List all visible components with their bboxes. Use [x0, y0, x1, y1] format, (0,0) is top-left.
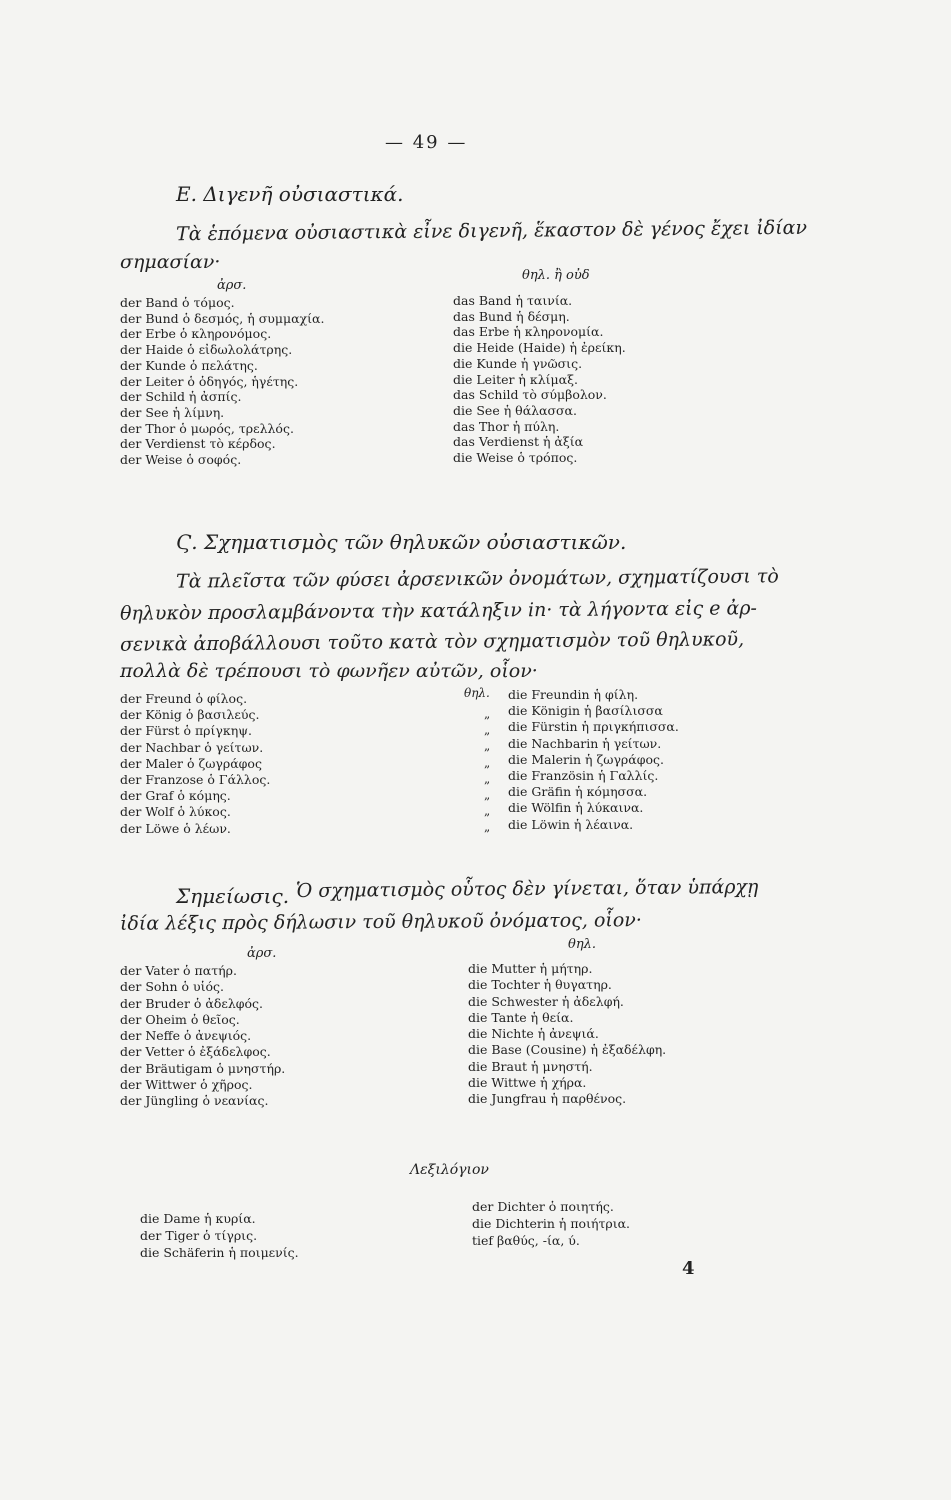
section-e-right-head: θηλ. ἢ οὐδ	[522, 268, 590, 283]
list-item: die Wittwe ἡ χήρα.	[468, 1075, 587, 1091]
list-item: die Leiter ἡ κλίμαξ.	[453, 371, 578, 387]
section-e-intro-line2: σημασίαν·	[120, 251, 221, 273]
section-e-left-head: ἀρσ.	[217, 278, 247, 293]
list-item: das Erbe ἡ κληρονομία.	[453, 324, 604, 340]
ditto-mark: „	[484, 739, 491, 754]
list-item: das Verdienst ἡ ἀξία	[453, 434, 584, 450]
list-item: die Braut ἡ μνηστή.	[468, 1058, 593, 1074]
list-item: der Leiter ὁ ὁδηγός, ἡγέτης.	[120, 373, 299, 389]
note-right-head: θηλ.	[568, 937, 596, 952]
section-st-title: Ϛ. Σχηματισμὸς τῶν θηλυκῶν οὐσιαστικῶν.	[176, 530, 627, 554]
list-item: der Franzose ὁ Γάλλος.	[120, 772, 271, 788]
section-st-left-list	[120, 691, 270, 837]
list-item: die Freundin ἡ φίλη.	[508, 687, 639, 702]
list-item: die Königin ἡ βασίλισσα	[508, 703, 663, 719]
list-item: die Weise ὁ τρόπος.	[453, 450, 578, 466]
list-item: das Band ἡ ταινία.	[453, 293, 573, 308]
list-item: der Vater ὁ πατήρ.	[120, 963, 237, 978]
list-item: der Jüngling ὁ νεανίας.	[120, 1093, 269, 1109]
section-st-para-line2: θηλυκὸν προσλαμβάνοντα τὴν κατάληξιν in· τὰ λήγοντα εἰς e ἀρ-	[119, 597, 758, 625]
list-item: die Jungfrau ἡ παρθένος.	[468, 1091, 627, 1107]
list-item: der Nachbar ὁ γείτων.	[120, 739, 264, 755]
note-left-head: ἀρσ.	[247, 946, 277, 961]
list-item: das Bund ἡ δέσμη.	[453, 308, 570, 324]
list-item: die Schwester ἡ ἀδελφή.	[468, 993, 624, 1009]
section-e-intro-line1: Τὰ ἑπόμενα οὐσιαστικὰ εἶνε διγενῆ, ἕκαστον δὲ γένος ἔχει ἰδίαν	[175, 216, 808, 246]
ditto-mark: „	[484, 820, 491, 835]
list-item: der Erbe ὁ κληρονόμος.	[120, 326, 272, 342]
section-st-right-list	[508, 687, 679, 833]
ditto-mark: „	[484, 755, 491, 770]
section-st-para-line4: πολλὰ δὲ τρέπουσι τὸ φωνῆεν αὐτῶν, οἷον·	[120, 660, 538, 682]
list-item: die Wölfin ἡ λύκαινα.	[508, 800, 644, 816]
list-item: der Dichter ὁ ποιητής.	[472, 1199, 614, 1214]
list-item: die Mutter ἡ μήτηρ.	[468, 961, 593, 976]
list-item: der See ἡ λίμνη.	[120, 404, 225, 420]
list-item: die Französin ἡ Γαλλίς.	[508, 768, 659, 784]
ditto-mark: „	[484, 804, 491, 819]
list-item: der Oheim ὁ θεῖος.	[120, 1011, 240, 1027]
list-item: der Schild ἡ ἀσπίς.	[120, 389, 242, 405]
list-item: der Bund ὁ δεσμός, ἡ συμμαχία.	[120, 310, 325, 326]
list-item: die Base (Cousine) ἡ ἐξαδέλφη.	[468, 1042, 667, 1058]
list-item: der Tiger ὁ τίγρις.	[140, 1228, 258, 1243]
ditto-mark: „	[484, 771, 491, 786]
list-item: die Gräfin ἡ κόμησσα.	[508, 784, 648, 800]
section-st-right-tag: θηλ.	[464, 686, 490, 700]
list-item: die Nichte ἡ ἀνεψιά.	[468, 1026, 599, 1042]
list-item: das Schild τὸ σύμβολον.	[453, 387, 607, 403]
ditto-mark: „	[484, 788, 491, 803]
note-right-list	[468, 961, 666, 1108]
list-item: tief βαθύς, -ία, ύ.	[472, 1233, 580, 1248]
list-item: die See ἡ θάλασσα.	[453, 402, 577, 418]
list-item: der Weise ὁ σοφός.	[120, 452, 242, 468]
list-item: der Bruder ὁ ἀδελφός.	[120, 995, 264, 1011]
list-item: die Dichterin ἡ ποιήτρια.	[472, 1216, 631, 1231]
list-item: die Dame ἡ κυρία.	[140, 1211, 256, 1226]
list-item: der Maler ὁ ζωγράφος	[120, 755, 262, 771]
list-item: die Tochter ἡ θυγατηρ.	[468, 977, 612, 993]
list-item: der Bräutigam ὁ μνηστήρ.	[120, 1060, 286, 1076]
list-item: die Heide (Haide) ἡ ἐρείκη.	[453, 340, 626, 356]
list-item: das Thor ἡ πύλη.	[453, 418, 560, 434]
signature-mark: 4	[682, 1258, 695, 1279]
list-item: der Kunde ὁ πελάτης.	[120, 357, 258, 373]
section-e-title: E. Διγενῆ οὐσιαστικά.	[176, 182, 404, 206]
list-item: der Löwe ὁ λέων.	[120, 820, 231, 836]
list-item: der Band ὁ τόμος.	[120, 295, 235, 310]
section-st-ditto-marks	[484, 706, 490, 836]
list-item: der Fürst ὁ πρίγκηψ.	[120, 723, 252, 739]
vocabulary-left-list	[140, 1210, 299, 1261]
list-item: die Löwin ἡ λέαινα.	[508, 816, 634, 832]
list-item: die Fürstin ἡ πριγκήπισσα.	[508, 719, 679, 735]
section-e-left-list	[120, 295, 324, 468]
list-item: der Sohn ὁ υἱός.	[120, 979, 225, 995]
section-st-para-line1: Τὰ πλεῖστα τῶν φύσει ἀρσενικῶν ὀνομάτων, σχηματίζουσι τὸ	[175, 565, 779, 593]
vocabulary-right-list	[472, 1198, 630, 1249]
note-line1: Ὁ σχηματισμὸς οὗτος δὲν γίνεται, ὅταν ὑπάρχῃ	[295, 875, 759, 903]
list-item: die Malerin ἡ ζωγράφος.	[508, 751, 664, 767]
note-left-list	[120, 963, 285, 1110]
vocabulary-title: Λεξιλόγιον	[410, 1162, 489, 1178]
list-item: der Verdienst τὸ κέρδος.	[120, 436, 276, 452]
list-item: die Schäferin ἡ ποιμενίς.	[140, 1245, 299, 1260]
section-st-para-line3: σενικὰ ἀποβάλλουσι τοῦτο κατὰ τὸν σχηματισμὸν τοῦ θηλυκοῦ,	[119, 628, 745, 656]
list-item: der Vetter ὁ ἐξάδελφος.	[120, 1044, 271, 1060]
list-item: der Graf ὁ κόμης.	[120, 788, 231, 804]
list-item: der Haide ὁ εἰδωλολάτρης.	[120, 342, 293, 358]
ditto-mark: „	[484, 723, 491, 738]
section-e-right-list	[453, 293, 626, 466]
list-item: die Nachbarin ἡ γείτων.	[508, 735, 662, 751]
list-item: der Wittwer ὁ χῆρος.	[120, 1077, 253, 1093]
list-item: der Neffe ὁ ἀνεψιός.	[120, 1028, 252, 1044]
list-item: die Kunde ἡ γνῶσις.	[453, 355, 583, 371]
ditto-mark: „	[484, 707, 491, 721]
list-item: der König ὁ βασιλεύς.	[120, 707, 260, 723]
note-label: Σημείωσις.	[176, 884, 290, 908]
list-item: der Thor ὁ μωρός, τρελλός.	[120, 420, 294, 436]
page-number: — 49 —	[385, 132, 468, 153]
list-item: die Tante ἡ θεία.	[468, 1009, 574, 1025]
note-line2: ἰδία λέξις πρὸς δήλωσιν τοῦ θηλυκοῦ ὀνόματος, οἷον·	[119, 909, 642, 935]
list-item: der Freund ὁ φίλος.	[120, 691, 248, 706]
list-item: der Wolf ὁ λύκος.	[120, 804, 231, 820]
